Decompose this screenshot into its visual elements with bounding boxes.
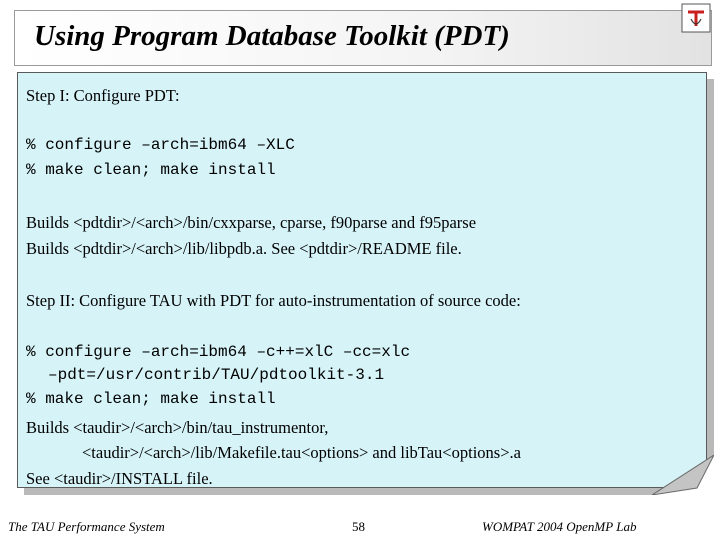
command-line: % make clean; make install: [26, 390, 276, 408]
install-note: See <taudir>/INSTALL file.: [26, 469, 213, 488]
page-number: 58: [352, 519, 365, 534]
slide-title: Using Program Database Toolkit (PDT): [34, 20, 510, 52]
command-line: % configure –arch=ibm64 –XLC: [26, 136, 295, 154]
step-two-heading: Step II: Configure TAU with PDT for auto-instrumentation of source code:: [26, 291, 521, 310]
page-fold-icon: [652, 455, 714, 495]
builds-text: Builds <pdtdir>/<arch>/lib/libpdb.a. See <pdtdir>/README file.: [26, 239, 462, 258]
builds-text-continuation: <taudir>/<arch>/lib/Makefile.tau<options> and libTau<options>.a: [82, 443, 521, 462]
command-line: % make clean; make install: [26, 161, 276, 179]
step-one-heading: Step I: Configure PDT:: [26, 86, 180, 105]
builds-text: Builds <taudir>/<arch>/bin/tau_instrumentor,: [26, 418, 329, 437]
command-line: % configure –arch=ibm64 –c++=xlC –cc=xlc: [26, 343, 411, 361]
builds-text: Builds <pdtdir>/<arch>/bin/cxxparse, cparse, f90parse and f95parse: [26, 213, 477, 232]
tau-logo-icon: [681, 3, 711, 33]
footer-left: The TAU Performance System: [8, 519, 165, 534]
command-line-continuation: –pdt=/usr/contrib/TAU/pdtoolkit-3.1: [48, 366, 385, 384]
footer-right: WOMPAT 2004 OpenMP Lab: [482, 519, 637, 534]
